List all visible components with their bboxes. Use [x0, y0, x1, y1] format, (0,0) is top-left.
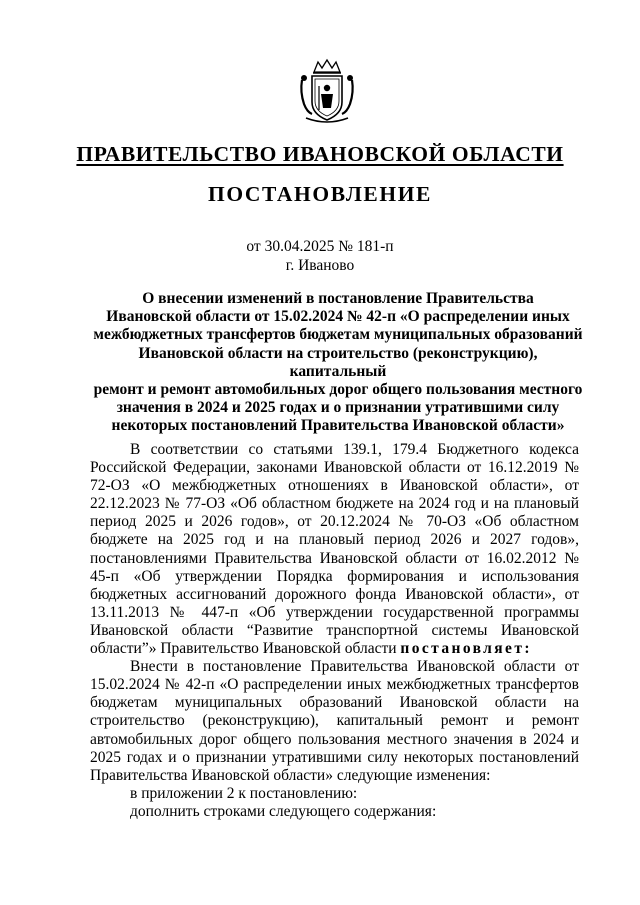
document-date-number: от 30.04.2025 № 181-п — [246, 238, 394, 255]
body-paragraph: дополнить строками следующего содержания: — [130, 802, 437, 820]
organization-title: ПРАВИТЕЛЬСТВО ИВАНОВСКОЙ ОБЛАСТИ — [76, 142, 564, 166]
document-city: г. Иваново — [285, 257, 355, 274]
body-paragraph: Внести в постановление Правительства Ивановской области от 15.02.2024 № 42-п «О распределении иных межбюджетных трансфертов бюджетам муниципальных образований Ивановской области на строительство (реконструкцию), капитальный ремонт и ремонт автомобильных дорог общего пользования местного значения в 2024 и 2025 годах и о признании утратившими силу некоторых постановлений Правительства Ивановской области» следующие изменения: — [90, 658, 579, 784]
body-paragraph: в приложении 2 к постановлению: — [130, 784, 358, 802]
heading-line: О внесении изменений в постановление Правительства — [142, 290, 534, 307]
decree-word: постановляет: — [400, 640, 532, 658]
document-type: ПОСТАНОВЛЕНИЕ — [208, 182, 432, 206]
heading-line: значения в 2024 и 2025 годах и о признании утратившими силу — [116, 399, 560, 417]
coat-of-arms-icon — [298, 58, 356, 126]
heading-line: ремонт и ремонт автомобильных дорог общего пользования местного — [93, 381, 583, 399]
heading-line: Ивановской области от 15.02.2024 № 42-п «О распределении иных — [106, 308, 570, 326]
body-paragraph: В соответствии со статьями 139.1, 179.4 Бюджетного кодекса Российской Федерации, законами Ивановской области от 16.12.2019 № 72-ОЗ «О межбюджетных отношениях в Ивановской области», от 22.12.2023 № 77-ОЗ «Об областном бюджете на 2024 год и на плановый период 2025 и 2026 годов», от 20.12.2024 № 70-ОЗ «Об областном бюджете на 2025 год и на плановый период 2026 и 2027 годов», постановлениями Правительства Ивановской области от 16.02.2012 № 45-п «Об утверждении Порядка формирования и использования бюджетных ассигнований дорожного фонда Ивановской области», от 13.11.2013 № 447-п «Об утверждении государственной программы Ивановской области “Развитие транспортной системы Ивановской области”» Правительство Ивановской области постановляет: — [90, 441, 579, 658]
heading-line: некоторых постановлений Правительства Ивановской области» — [111, 417, 565, 435]
heading-line: Ивановской области на строительство (реконструкцию), капитальный — [138, 344, 538, 380]
document-body — [90, 441, 579, 821]
document-heading — [90, 290, 586, 436]
heading-line: межбюджетных трансфертов бюджетам муниципальных образований — [93, 326, 583, 344]
